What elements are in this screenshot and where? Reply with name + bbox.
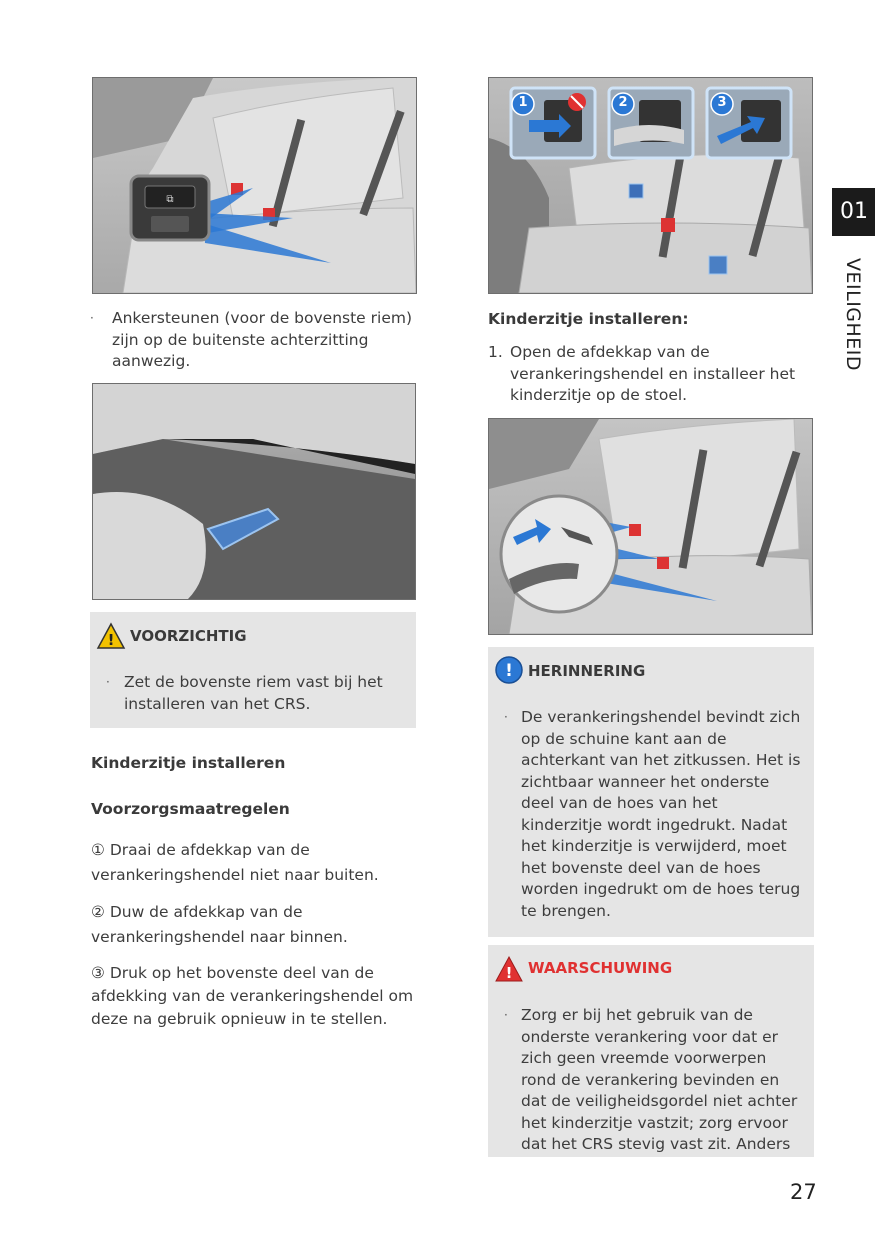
heading-precautions: Voorzorgsmaatregelen: [91, 800, 290, 818]
figure-top-tether-anchor: [92, 383, 416, 600]
chapter-tab: 01: [832, 188, 875, 236]
warning-box: ! WAARSCHUWING · Zorg er bij het gebruik van de onderste verankering voor dat er zich geen vreemde voorwerpen rond de verankering bevinden en dat de veiligheidsgordel niet achter het kinderzitje vastzit; zorg ervoor dat het CRS stevig vast zit. Anders: [488, 945, 814, 1157]
chapter-label: VEILIGHEID: [842, 258, 864, 372]
reminder-box: ! HERINNERING · De verankeringshendel bevindt zich op de schuine kant aan de achterkant van het zitkussen. Het is zichtbaar wanneer het onderste deel van de hoes van het kinderzitje wordt ingedrukt. Nadat het kinderzitje is verwijderd, moet het bovenste deel van de hoes worden ingedrukt om de hoes terug te brengen.: [488, 647, 814, 937]
precaution-step-3: ③ Druk op het bovenste deel van de afdekking van de verankeringshendel om deze na gebruik opnieuw in te stellen.: [91, 964, 414, 1028]
precaution-step-1: ① Draai de afdekkap van de verankeringshendel niet naar buiten.: [91, 841, 379, 884]
figure-anchor-lever: [488, 418, 813, 635]
warning-triangle-icon: [494, 955, 524, 983]
caution-triangle-icon: [96, 622, 126, 650]
caution-title: VOORZICHTIG: [130, 627, 247, 645]
install-list-number: 1.: [488, 343, 503, 361]
warning-text: Zorg er bij het gebruik van de onderste verankering voor dat er zich geen vreemde voorwerpen rond de verankering bevinden en dat de veiligheidsgordel niet achter het kinderzitje vastzit; zorg ervoor dat het CRS stevig vast zit. Anders: [521, 1006, 798, 1153]
install-list-text: Open de afdekkap van de verankeringshendel en installeer het kinderzitje op de stoel.: [510, 343, 796, 404]
svg-text:!: !: [505, 964, 513, 982]
callout-2: 2: [618, 95, 628, 110]
figure-anchor-cover-steps: [488, 77, 813, 294]
reminder-info-icon: [494, 655, 524, 685]
svg-text:!: !: [505, 661, 513, 681]
warning-title: WAARSCHUWING: [528, 959, 673, 977]
svg-text:⧉: ⧉: [166, 194, 174, 205]
heading-install-right: Kinderzitje installeren:: [488, 310, 689, 328]
callout-1: 1: [518, 95, 528, 110]
precaution-step-2: ② Duw de afdekkap van de verankeringshendel naar binnen.: [91, 903, 348, 946]
callout-3: 3: [717, 95, 727, 110]
figure-rear-seat-anchors: [92, 77, 417, 294]
caution-box: ! VOORZICHTIG · Zet de bovenste riem vast bij het installeren van het CRS.: [90, 612, 416, 728]
anchor-note-text: Ankersteunen (voor de bovenste riem) zijn op de buitenste achterzitting aanwezig.: [112, 309, 413, 370]
svg-text:!: !: [107, 631, 115, 649]
reminder-title: HERINNERING: [528, 662, 646, 680]
reminder-text: De verankeringshendel bevindt zich op de schuine kant aan de achterkant van het zitkussen. Het is zichtbaar wanneer het onderste deel van de hoes van het kinderzitje wordt ingedrukt. Nadat het kinderzitje is verwijderd, moet het bovenste deel van de hoes worden ingedrukt om de hoes terug te brengen.: [521, 708, 801, 920]
page-number: 27: [790, 1180, 817, 1204]
caution-text: Zet de bovenste riem vast bij het installeren van het CRS.: [124, 673, 383, 713]
heading-install-left: Kinderzitje installeren: [91, 754, 286, 772]
